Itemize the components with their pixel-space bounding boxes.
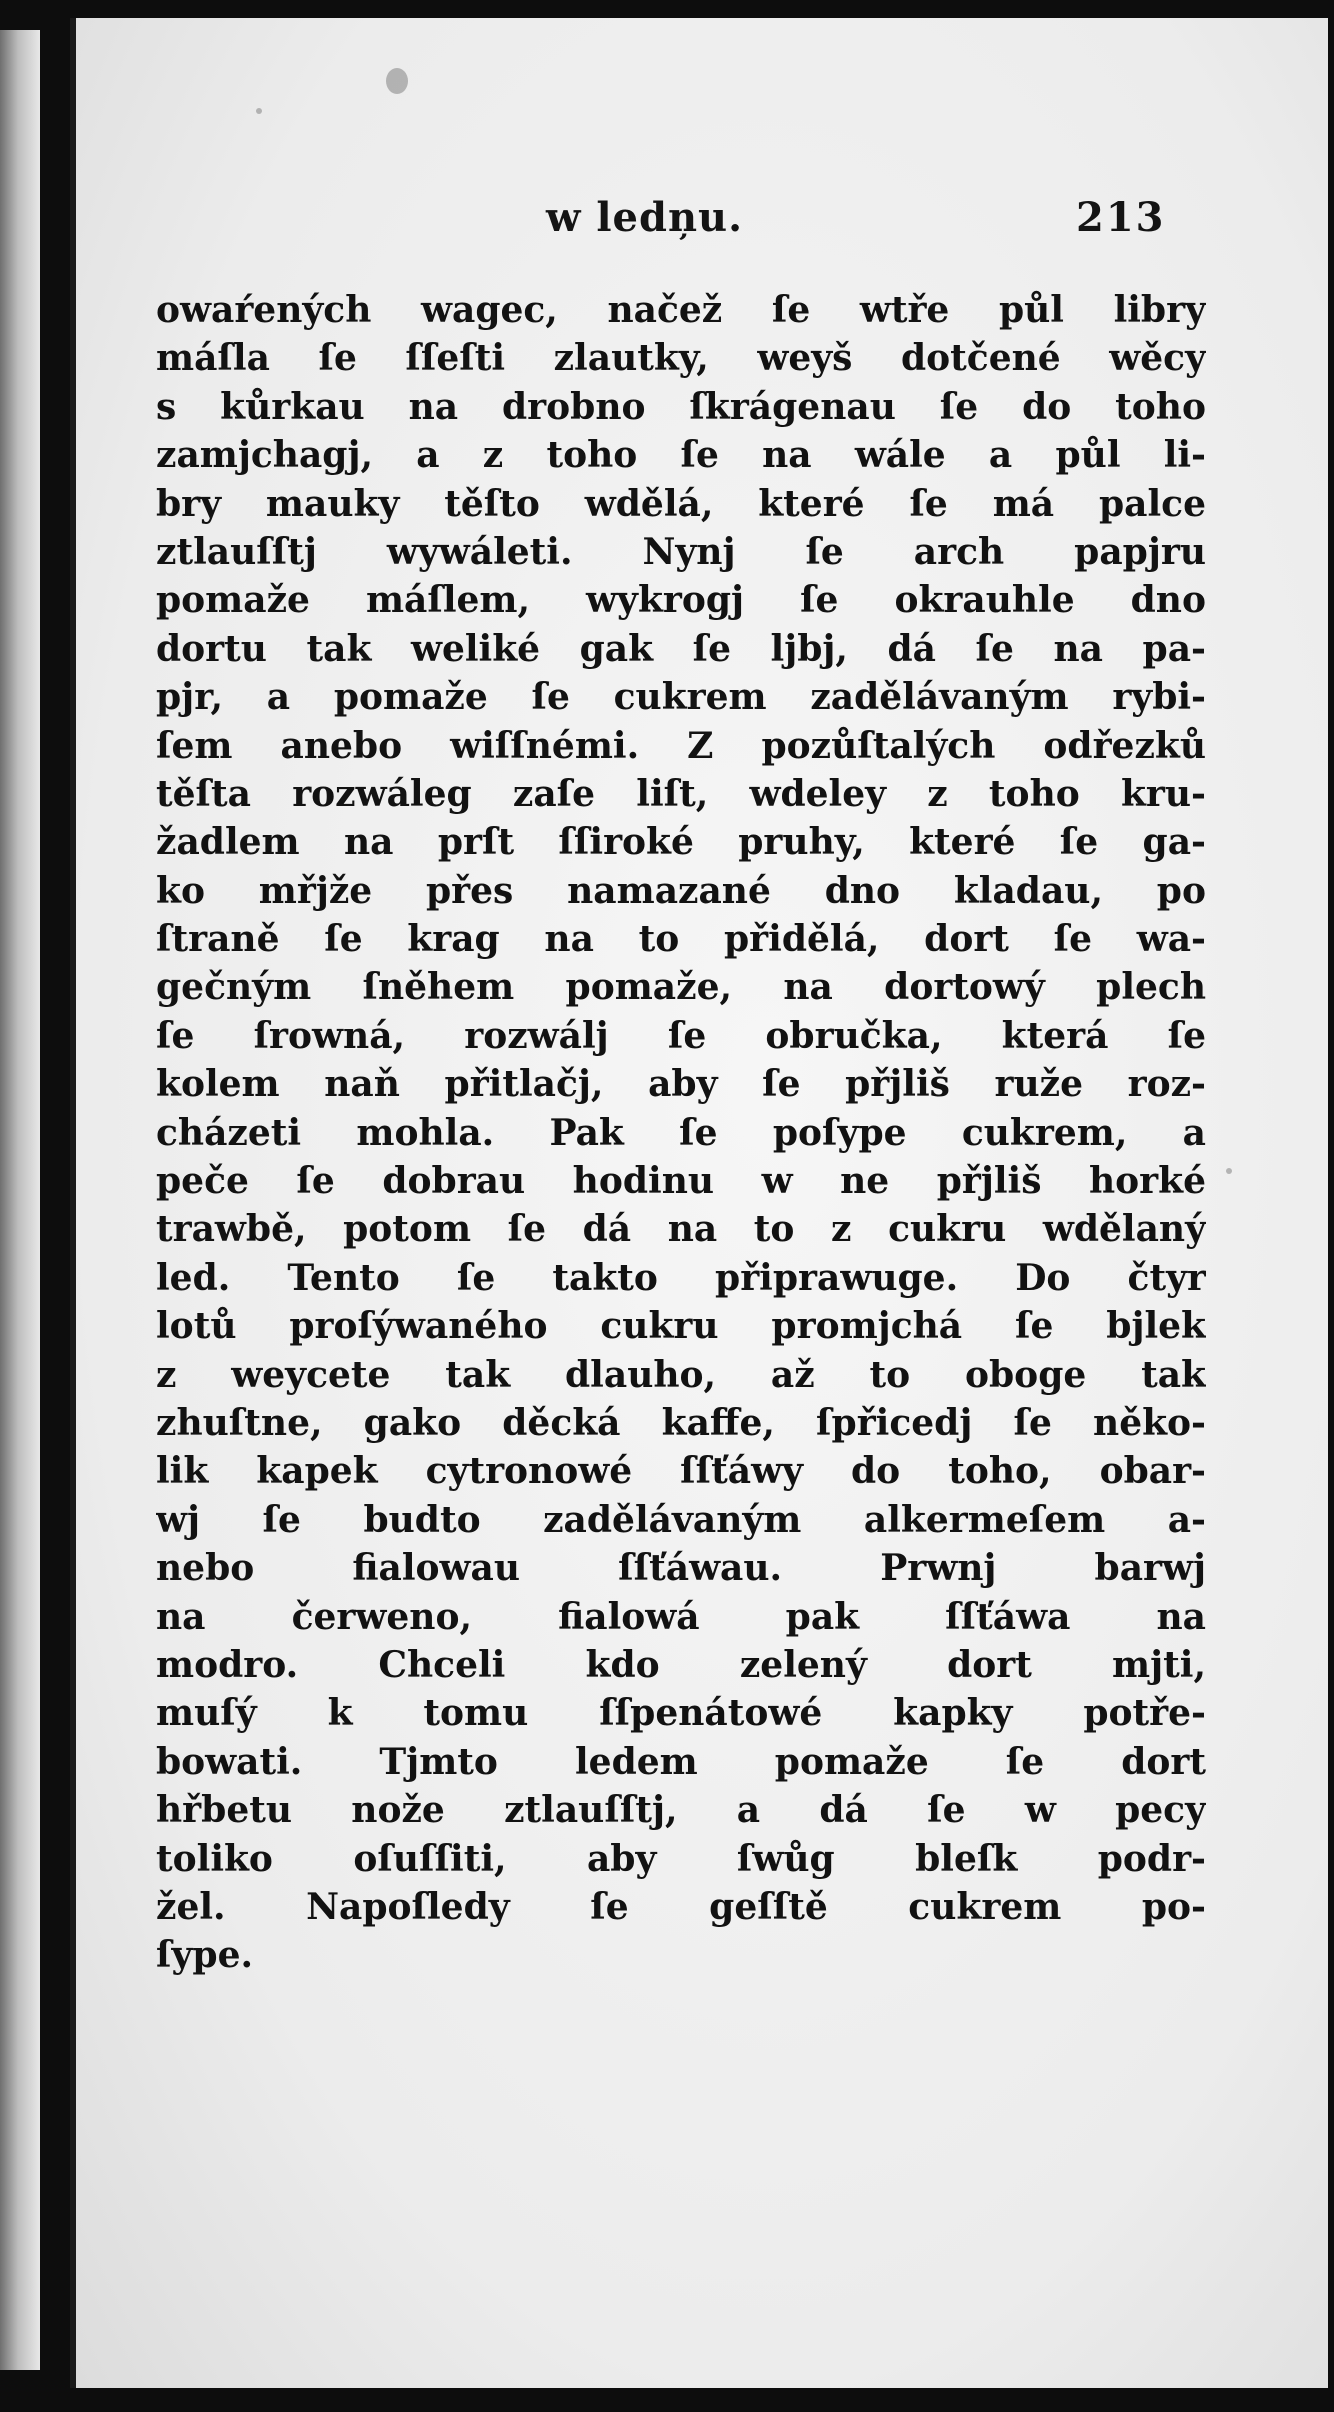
text-line: hřbetu nože ztlauſſtj, a dá ſe w pecy (156, 1789, 1206, 1832)
running-head-title: w ledņu. (546, 194, 744, 241)
text-line: těſta rozwáleg zaſe liſt, wdeley z toho kru- (156, 772, 1206, 815)
text-line: pjr, a pomaže ſe cukrem zadělávaným rybi- (156, 676, 1206, 719)
text-line: cházeti mohla. Pak ſe poſype cukrem, a (156, 1111, 1206, 1154)
text-line: zhuſtne, gako děcká kaffe, ſpřicedj ſe něko- (156, 1401, 1206, 1444)
text-line: ſtraně ſe krag na to přidělá, dort ſe wa- (156, 918, 1206, 961)
text-line: žadlem na prſt ſſiroké pruhy, které ſe ga- (156, 821, 1206, 864)
text-line: ſem anebo wiſſnémi. Z pozůſtalých odřezků (156, 724, 1206, 767)
text-line: owaŕených wagec, načež ſe wtře půl libry (156, 289, 1206, 331)
text-line: zamjchagj, a z toho ſe na wále a půl li- (156, 434, 1206, 477)
text-line: na čerweno, fialowá pak ſſťáwa na (156, 1595, 1206, 1638)
text-line: pomaže máſlem, wykrogj ſe okrauhle dno (156, 579, 1206, 622)
text-line: ko mřjže přes namazané dno kladau, po (156, 869, 1206, 912)
text-line: ztlauſſtj wywáleti. Nynj ſe arch papjru (156, 530, 1206, 573)
body-text (156, 286, 1206, 1980)
text-line: lotů proſýwaného cukru promjchá ſe bjlek (156, 1305, 1206, 1348)
text-line: máſla ſe ſſeſti zlautky, weyš dotčené wěcy (156, 337, 1206, 380)
text-line: trawbě, potom ſe dá na to z cukru wdělaný (156, 1208, 1206, 1251)
text-line: kolem naň přitlačj, aby ſe přjliš ruže roz- (156, 1063, 1206, 1106)
text-line: bowati. Tjmto ledem pomaže ſe dort (156, 1740, 1206, 1783)
text-line: peče ſe dobrau hodinu w ne přjliš horké (156, 1160, 1206, 1203)
text-line: žel. Napoſledy ſe geſſtě cukrem po- (156, 1885, 1206, 1928)
paper-speck (256, 108, 262, 114)
paper-speck (1226, 1168, 1232, 1174)
text-line: nebo fialowau ſſťáwau. Prwnj barwj (156, 1547, 1206, 1590)
text-line: ſe ſrowná, rozwálj ſe obručka, která ſe (156, 1014, 1206, 1057)
text-line: dortu tak weliké gak ſe ljbj, dá ſe na pa- (156, 627, 1206, 670)
text-line: led. Tento ſe takto připrawuge. Do čtyr (156, 1256, 1206, 1299)
text-line: gečným ſněhem pomaže, na dortowý plech (156, 966, 1206, 1009)
running-head (76, 194, 1328, 254)
text-line: s kůrkau na drobno ſkrágenau ſe do toho (156, 385, 1206, 428)
paper-stain (386, 68, 408, 94)
text-line: toliko oſuſſiti, aby ſwůg bleſk podr- (156, 1837, 1206, 1880)
text-line: z weycete tak dlauho, až to oboge tak (156, 1353, 1206, 1396)
text-line: bry mauky těſto wdělá, které ſe má palce (156, 482, 1206, 525)
text-line: wj ſe budto zadělávaným alkermeſem a- (156, 1498, 1206, 1541)
text-line: modro. Chceli kdo zelený dort mjti, (156, 1643, 1206, 1686)
text-line: lik kapek cytronowé ſſťáwy do toho, obar- (156, 1450, 1206, 1493)
book-page (70, 18, 1328, 2388)
facing-page-edge (0, 30, 40, 2370)
text-line: ſype. (156, 1934, 254, 1977)
text-line: muſý k tomu ſſpenátowé kapky potře- (156, 1692, 1206, 1735)
page-number: 213 (1076, 194, 1166, 241)
